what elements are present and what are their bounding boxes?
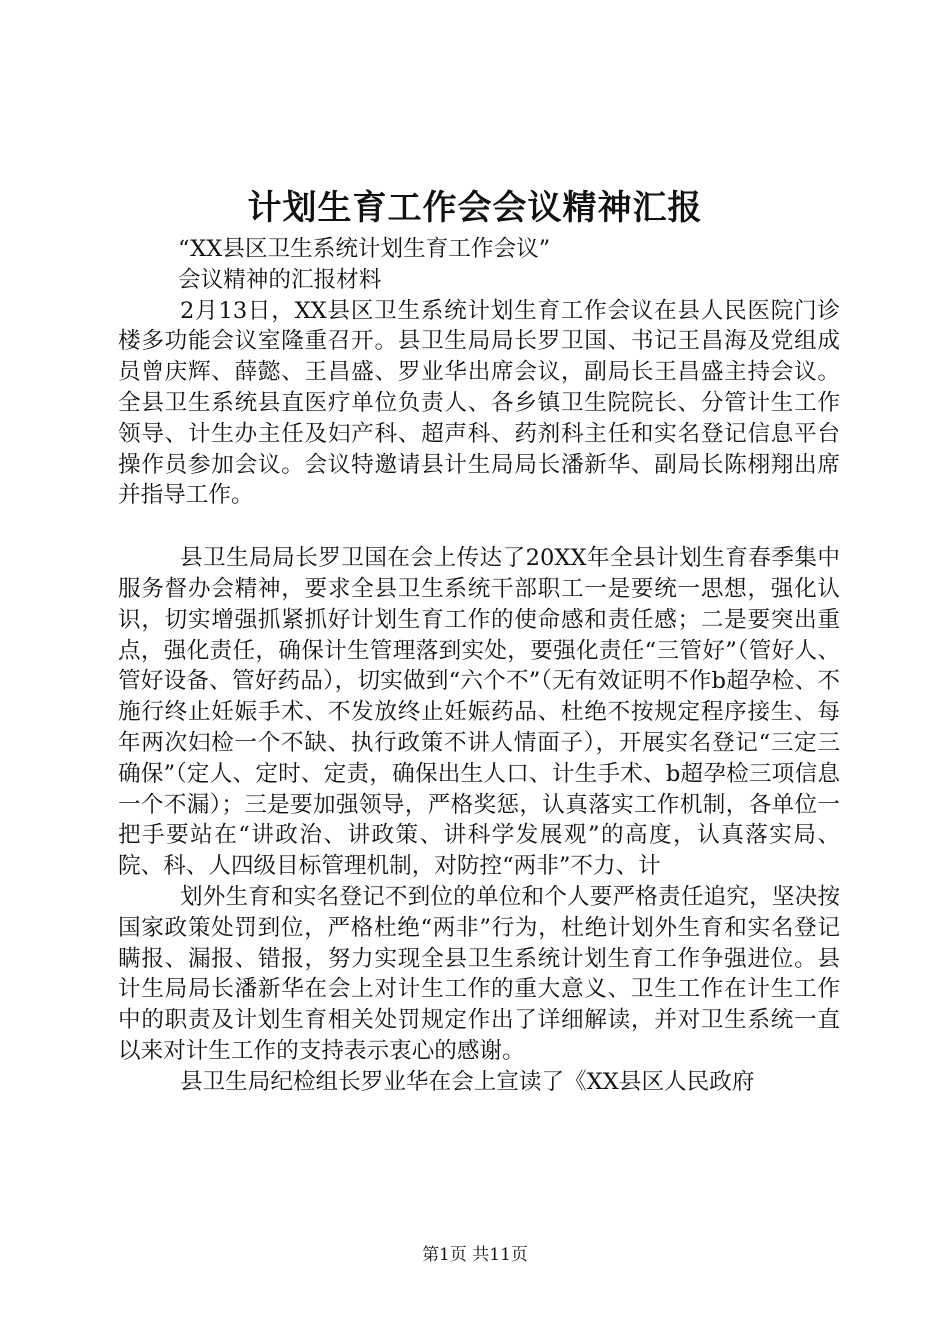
paragraph-discipline-reading: 县卫生局纪检组长罗业华在会上宣读了《XX县区人民政府 — [180, 1068, 755, 1095]
subtitle-line-2: 会议精神的汇报材料 — [178, 266, 382, 293]
paragraph-director-speech: 县卫生局局长罗卫国在会上传达了20XX年全县计划生育春季集中服务督办会精神，要求全县卫生系统干部职工一是要统一思想，强化认识，切实增强抓紧抓好计划生育工作的使命感和责任感；二是要突出重点，强化责任，确保计生管理落到实处，要强化责任“三管好”（管好人、管好设备、管好药品），切实做到“六个不”（无有效证明不作b超孕检、不施行终止妊娠手术、不发放终止妊娠药品、杜绝不按规定程序接生、每年两次妇检一个不缺、执行政策不讲人情面子），开展实名登记“三定三确保”（定人、定时、定责，确保出生人口、计生手术、b超孕检三项信息一个不漏）；三是要加强领导，严格奖惩，认真落实工作机制，各单位一把手要站在“讲政治、讲政策、讲科学发展观”的高度，认真落实局、院、科、人四级目标管理机制，对防控“两非”不力、计 — [118, 545, 840, 880]
document-body — [118, 234, 840, 1098]
paragraph-meeting-opening: 2月13日，XX县区卫生系统计划生育工作会议在县人民医院门诊楼多功能会议室隆重召开。县卫生局局长罗卫国、书记王昌海及党组成员曾庆辉、薛懿、王昌盛、罗业华出席会议，副局长王昌盛主持会议。全县卫生系统县直医疗单位负责人、各乡镇卫生院院长、分管计生工作领导、计生办主任及妇产科、超声科、药剂科主任和实名登记信息平台操作员参加会议。会议特邀请县计生局局长潘新华、副局长陈栩翔出席并指导工作。 — [118, 297, 840, 509]
paragraph-accountability: 划外生育和实名登记不到位的单位和个人要严格责任追究，坚决按国家政策处罚到位，严格杜绝“两非”行为，杜绝计划外生育和实名登记瞒报、漏报、错报，努力实现全县卫生系统计划生育工作争强进位。县计生局局长潘新华在会上对计生工作的重大意义、卫生工作在计生工作中的职责及计划生育相关处罚规定作出了详细解读，并对卫生系统一直以来对计生工作的支持表示衷心的感谢。 — [118, 883, 840, 1064]
page-number-footer: 第1页 共11页 — [422, 1245, 528, 1265]
subtitle-line-1: “XX县区卫生系统计划生育工作会议” — [178, 236, 551, 262]
document-title: 计划生育工作会会议精神汇报 — [247, 188, 703, 228]
